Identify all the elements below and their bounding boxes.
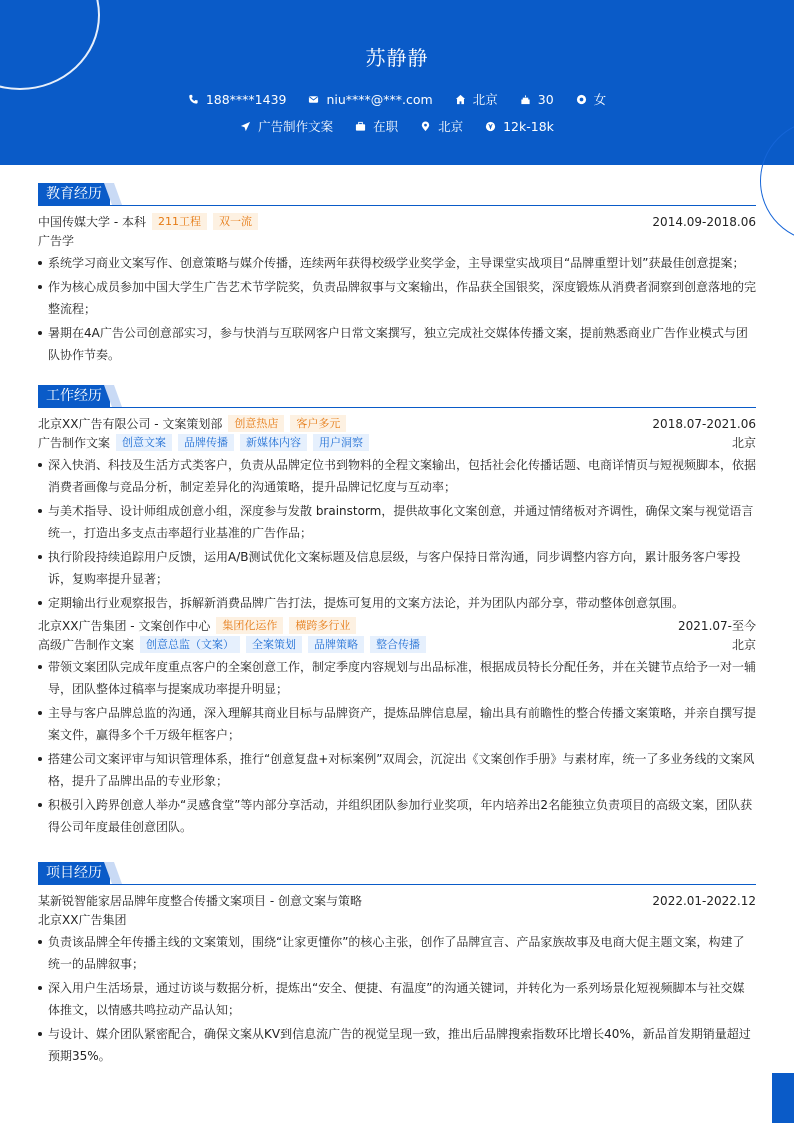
education-entry-line xyxy=(38,212,756,231)
list-item: 主导与客户品牌总监的沟通，深入理解其商业目标与品牌资产，提炼品牌信息屋，输出具有前瞻性的整合传播文案策略，并亲自撰写提案文件，赢得多个千万级年框客户； xyxy=(38,702,756,746)
school-tag: 双一流 xyxy=(213,213,258,230)
cake-icon xyxy=(520,94,531,105)
status-item xyxy=(355,117,398,135)
job-position-line xyxy=(38,635,756,654)
target-city-item xyxy=(420,117,463,135)
work-section xyxy=(38,385,756,840)
job-date: 2018.07-2021.06 xyxy=(652,416,756,431)
company-tag: 创意热店 xyxy=(228,415,284,432)
skill-tag: 创意文案 xyxy=(116,434,172,451)
job-position-line xyxy=(38,433,756,452)
decorative-corner-block xyxy=(772,1073,794,1123)
job-intent-row xyxy=(0,117,794,135)
skill-tag: 新媒体内容 xyxy=(240,434,307,451)
gender-text: 女 xyxy=(593,92,607,107)
phone-item xyxy=(188,90,287,108)
project-name-line xyxy=(38,891,756,910)
job-company-line xyxy=(38,616,756,635)
skill-tag: 品牌传播 xyxy=(178,434,234,451)
candidate-name: 苏静静 xyxy=(365,46,429,70)
job-position: 高级广告制作文案 xyxy=(38,638,135,652)
home-icon xyxy=(455,94,466,105)
company-tag: 集团化运作 xyxy=(216,617,283,634)
list-item: 执行阶段持续追踪用户反馈，运用A/B测试优化文案标题及信息层级，与客户保持日常沟通，同步调整内容方向，累计服务客户零投诉，复购率提升显著； xyxy=(38,546,756,590)
education-title: 教育经历 xyxy=(38,183,110,205)
salary-text: 12k-18k xyxy=(503,118,554,134)
location-icon xyxy=(420,121,431,132)
projects-title: 项目经历 xyxy=(38,862,110,884)
age-text: 30 xyxy=(537,91,554,107)
email-text: niu****@***.com xyxy=(326,91,433,107)
education-heading xyxy=(38,183,756,206)
job-bullets xyxy=(38,656,756,838)
major-line xyxy=(38,231,756,250)
job-city: 北京 xyxy=(731,638,756,652)
skill-tag: 创意总监（文案） xyxy=(140,636,240,653)
salary-icon xyxy=(485,121,496,132)
list-item: 搭建公司文案评审与知识管理体系，推行“创意复盘+对标案例”双周会，沉淀出《文案创作手册》与素材库，统一了多业务线的文案风格，提升了品牌出品的专业形象； xyxy=(38,748,756,792)
project-date: 2022.01-2022.12 xyxy=(652,893,756,908)
gender-item xyxy=(576,90,607,108)
skill-tag: 品牌策略 xyxy=(308,636,364,653)
projects-section xyxy=(38,862,756,1069)
list-item: 定期输出行业观察报告，拆解新消费品牌广告打法，提炼可复用的文案方法论，并为团队内部分享，带动整体创意氛围。 xyxy=(38,592,756,614)
phone-text: 188****1439 xyxy=(205,91,287,107)
job-city: 北京 xyxy=(731,436,756,450)
job-company-line xyxy=(38,414,756,433)
job-position: 广告制作文案 xyxy=(38,436,111,450)
school-name: 中国传媒大学 - 本科 xyxy=(38,215,146,229)
list-item: 带领文案团队完成年度重点客户的全案创意工作，制定季度内容规划与出品标准，根据成员特长分配任务，并在关键节点给予一对一辅导，团队整体过稿率与提案成功率提升明显； xyxy=(38,656,756,700)
residence-item xyxy=(455,90,498,108)
work-heading xyxy=(38,385,756,408)
residence-text: 北京 xyxy=(472,92,498,107)
mail-icon xyxy=(308,94,319,105)
skill-tag: 用户洞察 xyxy=(313,434,369,451)
gender-icon xyxy=(576,94,587,105)
work-title: 工作经历 xyxy=(38,385,110,407)
send-icon xyxy=(240,121,251,132)
email-item xyxy=(308,90,432,108)
phone-icon xyxy=(188,94,199,105)
project-org: 北京XX广告集团 xyxy=(38,913,127,927)
list-item: 负责该品牌全年传播主线的文案策划，围绕“让家更懂你”的核心主张，创作了品牌宣言、产品家族故事及电商大促主题文案，构建了统一的品牌叙事； xyxy=(38,931,756,975)
education-bullets xyxy=(38,252,756,366)
list-item: 深入快消、科技及生活方式类客户，负责从品牌定位书到物料的全程文案输出，包括社会化传播话题、电商详情页与短视频脚本，依据消费者画像与竞品分析，制定差异化的沟通策略，提升品牌记忆度与互动率； xyxy=(38,454,756,498)
contact-row xyxy=(0,90,794,108)
job-date: 2021.07-至今 xyxy=(678,619,756,633)
skill-tag: 全案策划 xyxy=(246,636,302,653)
job-entry xyxy=(38,616,756,838)
company-tag: 客户多元 xyxy=(290,415,346,432)
project-name: 某新锐智能家居品牌年度整合传播文案项目 - 创意文案与策略 xyxy=(38,894,362,908)
briefcase-icon xyxy=(355,121,366,132)
major: 广告学 xyxy=(38,234,75,248)
list-item: 系统学习商业文案写作、创意策略与媒介传播，连续两年获得校级学业奖学金，主导课堂实战项目“品牌重塑计划”获最佳创意提案； xyxy=(38,252,756,274)
project-org-line xyxy=(38,910,756,929)
company-tag: 横跨多行业 xyxy=(289,617,356,634)
job-entry xyxy=(38,414,756,614)
list-item: 暑期在4A广告公司创意部实习，参与快消与互联网客户日常文案撰写，独立完成社交媒体传播文案，提前熟悉商业广告作业模式与团队协作节奏。 xyxy=(38,322,756,366)
status-text: 在职 xyxy=(373,119,399,134)
salary-item xyxy=(485,117,554,135)
list-item: 与设计、媒介团队紧密配合，确保文案从KV到信息流广告的视觉呈现一致，推出后品牌搜索指数环比增长40%，新品首发期销量超过预期35%。 xyxy=(38,1023,756,1067)
list-item: 与美术指导、设计师组成创意小组，深度参与发散 brainstorm，提供故事化文案创意，并通过情绪板对齐调性，确保文案与视觉语言统一，打造出多支点击率超行业基准的广告作品； xyxy=(38,500,756,544)
job-bullets xyxy=(38,454,756,614)
target-city-text: 北京 xyxy=(438,119,464,134)
skill-tag: 整合传播 xyxy=(370,636,426,653)
list-item: 深入用户生活场景，通过访谈与数据分析，提炼出“安全、便捷、有温度”的沟通关键词，并转化为一系列场景化短视频脚本与社交媒体推文，以情感共鸣拉动产品认知； xyxy=(38,977,756,1021)
school-tag: 211工程 xyxy=(152,213,207,230)
company-name: 北京XX广告有限公司 - 文案策划部 xyxy=(38,417,223,431)
project-bullets xyxy=(38,931,756,1067)
list-item: 积极引入跨界创意人举办“灵感食堂”等内部分享活动，并组织团队参加行业奖项，年内培养出2名能独立负责项目的高级文案，团队获得公司年度最佳创意团队。 xyxy=(38,794,756,838)
company-name: 北京XX广告集团 - 文案创作中心 xyxy=(38,619,211,633)
education-date: 2014.09-2018.06 xyxy=(652,214,756,229)
resume-header xyxy=(0,0,794,165)
age-item xyxy=(520,90,554,108)
list-item: 作为核心成员参加中国大学生广告艺术节学院奖，负责品牌叙事与文案输出，作品获全国银奖，深度锻炼从消费者洞察到创意落地的完整流程； xyxy=(38,276,756,320)
target-position-item xyxy=(240,117,333,135)
projects-heading xyxy=(38,862,756,885)
education-section xyxy=(38,183,756,368)
target-position-text: 广告制作文案 xyxy=(258,119,334,134)
